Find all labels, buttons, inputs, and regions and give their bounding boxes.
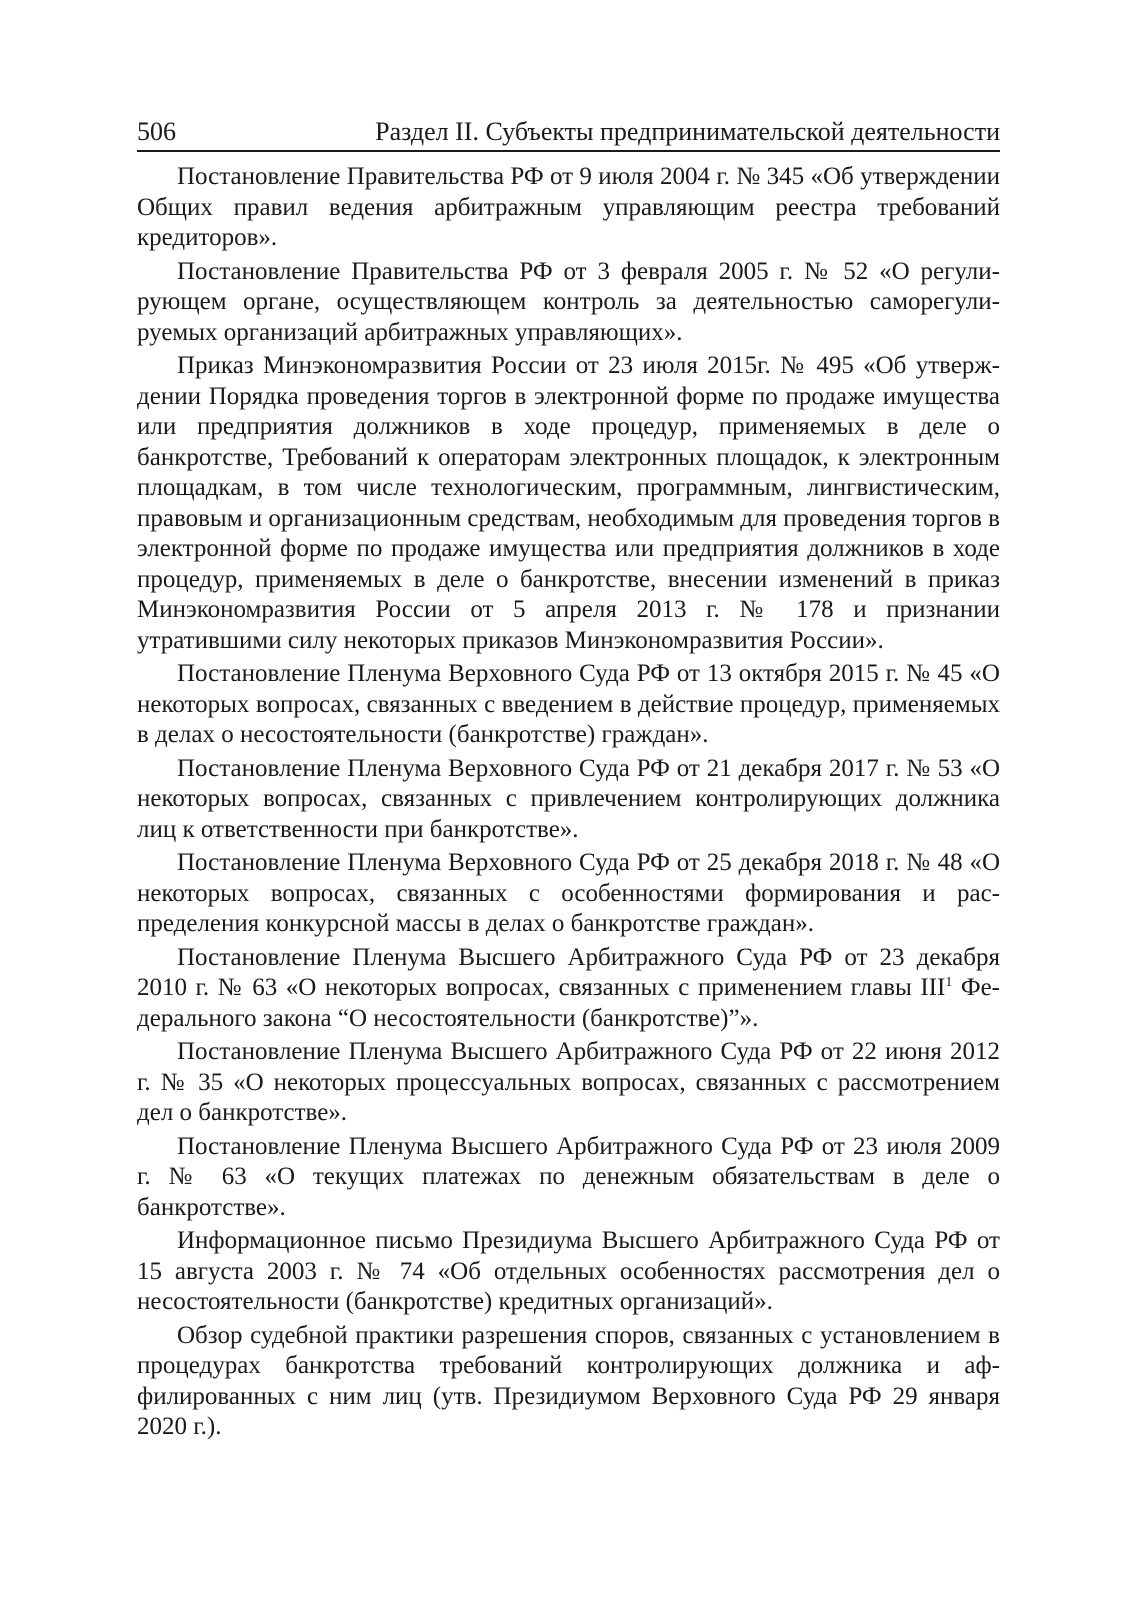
- paragraph: Обзор судебной практики разрешения споров, связанных с установлением в процедурах банкротства требований контролирующих должника и аффилированных с ним лиц (утв. Президиумом Верховного Суда РФ 29 января 2020 г.).: [137, 1321, 1000, 1440]
- paragraph-text: Постановление Пленума Высшего Арбитражного Суда РФ от 23 декабря 2010 г. № 63 «О некоторых вопросах, связанных с применением главы III: [137, 943, 1000, 1001]
- paragraph: Постановление Пленума Верховного Суда РФ от 13 октября 2015 г. № 45 «О некоторых вопросах, связанных с введением в действие процедур, применяемых в делах о несостоятельности (банкротстве) граждан».: [137, 660, 1000, 748]
- superscript: 1: [945, 975, 953, 990]
- paragraph: Постановление Пленума Высшего Арбитражного Суда РФ от 23 июля 2009 г. № 63 «О текущих платежах по денежным обязательствам в деле о банкротстве».: [137, 1132, 1000, 1221]
- paragraph: Постановление Пленума Высшего Арбитражного Суда РФ от 22 июня 2012 г. № 35 «О некоторых процессуальных вопросах, связанных с рассмотрением дел о банкротстве».: [137, 1038, 1000, 1126]
- section-title: Раздел II. Субъекты предпринимательской деятельности: [375, 117, 1000, 146]
- running-header: [137, 114, 1000, 152]
- paragraph: Постановление Пленума Верховного Суда РФ от 21 декабря 2017 г. № 53 «О некоторых вопросах, связанных с привлечением контролирующих должника лиц к ответственности при банкротстве».: [137, 754, 1000, 843]
- page-body: [137, 162, 1000, 1446]
- paragraph-text: Федерального закона “О несостоятельности (банкротстве)”».: [137, 974, 1000, 1032]
- paragraph: Постановление Правительства РФ от 9 июля 2004 г. № 345 «Об утверждении Общих правил ведения арбитражным управляющим реестра требований кредиторов».: [137, 163, 1000, 251]
- paragraph: Постановление Правительства РФ от 3 февраля 2005 г. № 52 «О регулирующем органе, осуществляющем контроль за деятельностью саморегулируемых организаций арбитражных управляющих».: [137, 257, 1000, 346]
- page-number: 506: [137, 117, 176, 146]
- paragraph: Постановление Пленума Верховного Суда РФ от 25 декабря 2018 г. № 48 «О некоторых вопросах, связанных с особенностями формирования и распределения конкурсной массы в делах о банкротстве граждан».: [137, 849, 1000, 937]
- paragraph: Приказ Минэкономразвития России от 23 июля 2015г. № 495 «Об утверждении Порядка проведения торгов в электронной форме по продаже имущества или предприятия должников в ходе процедур, применяемых в деле о банкротстве, Требований к операторам электронных площадок, к электронным площадкам, в том числе технологическим, программным, лингвистическим, правовым и организационным средствам, необходимым для проведения торгов в электронной форме по продаже имущества или предприятия должников в ходе процедур, применяемых в деле о банкротстве, внесении изменений в приказ Минэкономразвития России от 5 апреля 2013 г. № 178 и признании утратившими силу некоторых приказов Минэкономразвития России».: [137, 352, 1000, 654]
- paragraph: [137, 943, 1000, 1035]
- paragraph: Информационное письмо Президиума Высшего Арбитражного Суда РФ от 15 августа 2003 г. № 74 «Об отдельных особенностях рассмотрения дел о несостоятельности (банкротстве) кредитных организаций».: [137, 1227, 1000, 1315]
